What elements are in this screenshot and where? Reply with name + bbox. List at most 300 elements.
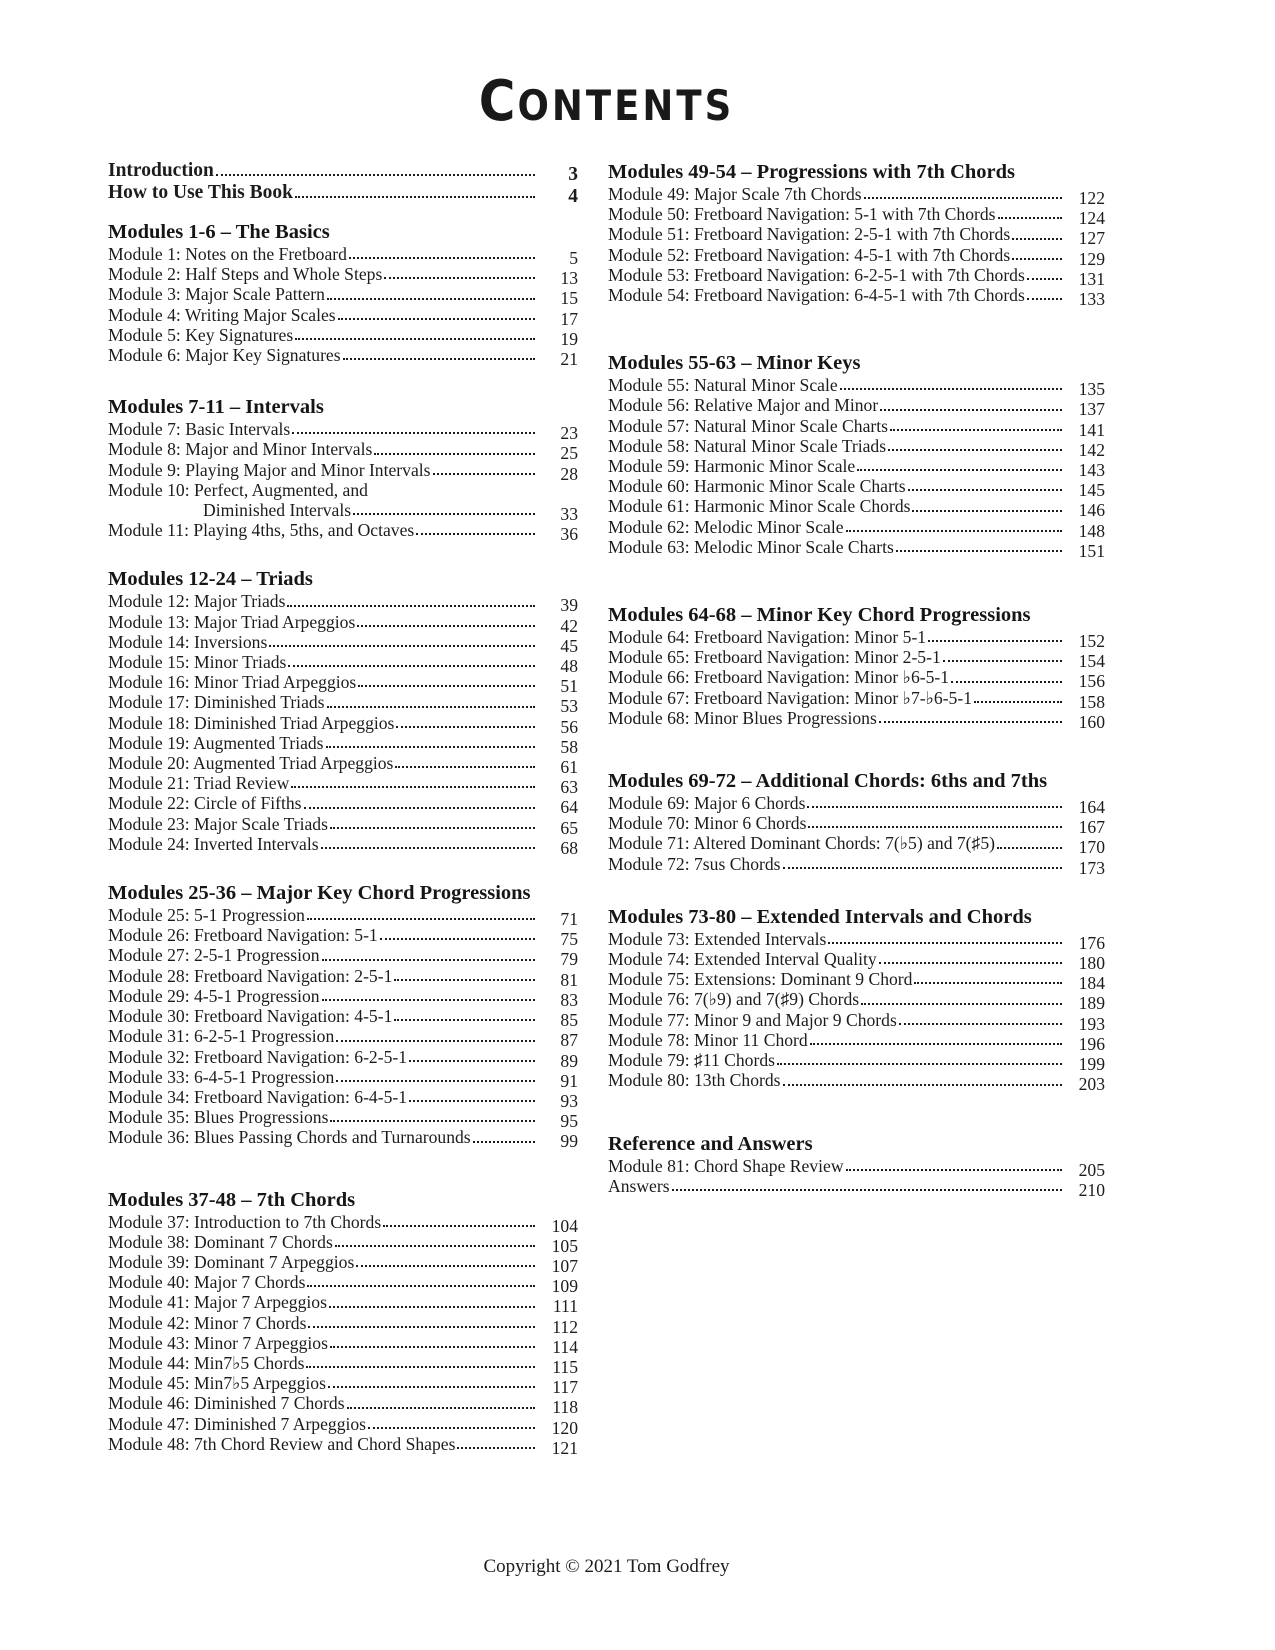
toc-entry [108,905,578,930]
entry-label: Module 9: Playing Major and Minor Intervals [108,459,431,480]
dot-leader [306,1366,535,1368]
toc-entry [108,1231,578,1256]
dot-leader [338,318,535,320]
dot-leader [349,257,535,259]
toc-entry [608,833,1105,858]
page-number: 145 [1078,480,1105,501]
page-number: 28 [560,463,578,484]
page-number: 160 [1078,711,1105,732]
toc-entry [108,284,578,309]
dot-leader [347,1407,535,1409]
page-number: 95 [560,1111,578,1132]
toc-entry [108,264,578,289]
dot-leader [353,513,535,515]
section-heading: Modules 49-54 – Progressions with 7th Chords [608,161,1015,183]
section-heading: Reference and Answers [608,1132,813,1155]
entry-label: Module 44: Min7♭5 Chords [108,1352,305,1373]
entry-label: Module 8: Major and Minor Intervals [108,439,373,460]
dot-leader [473,1141,535,1143]
toc-entry [608,244,1105,269]
page-number: 79 [560,949,578,970]
toc-entry [608,415,1105,440]
toc-entry [608,456,1105,481]
dot-leader [864,197,1062,199]
entry-label: Module 72: 7sus Chords [608,853,781,874]
dot-leader [846,530,1062,532]
entry-label: Module 75: Extensions: Dominant 9 Chord [608,969,913,990]
page-number: 152 [1078,631,1105,652]
page-number: 85 [560,1010,578,1031]
dot-leader [409,1060,535,1062]
page-number: 151 [1078,540,1105,561]
page-number: 42 [560,615,578,636]
page-number: 64 [560,797,578,818]
dot-leader [343,358,535,360]
dot-leader [335,1245,535,1247]
dot-leader [1012,258,1062,260]
toc-section [108,1188,578,1458]
page-number: 180 [1078,953,1105,974]
page-number: 135 [1078,379,1105,400]
dot-leader [295,196,535,198]
entry-label: Module 29: 4-5-1 Progression [108,985,320,1006]
toc-entry [108,945,578,970]
toc-entry [108,652,578,677]
entry-label: Module 52: Fretboard Navigation: 4-5-1 with 7th Chords [608,244,1011,265]
dot-leader [888,449,1062,451]
toc-entry [108,1272,578,1297]
dot-leader [336,1080,535,1082]
page-number: 15 [560,288,578,309]
page-number: 158 [1078,691,1105,712]
toc-entry [108,160,578,185]
toc-entry [108,345,578,370]
entry-label: Module 19: Augmented Triads [108,732,324,753]
entry-label: How to Use This Book [108,182,293,203]
entry-label: Module 71: Altered Dominant Chords: 7(♭5) and 7(♯5) [608,833,995,854]
dot-leader [857,469,1062,471]
dot-leader [307,918,535,920]
dot-leader [409,1100,535,1102]
toc-entry [108,1211,578,1236]
toc-entry [108,182,578,207]
entry-label: Module 53: Fretboard Navigation: 6-2-5-1 with 7th Chords [608,264,1025,285]
dot-leader [1012,238,1062,240]
page-number: 109 [551,1276,578,1297]
entry-label: Module 22: Circle of Fifths [108,793,302,814]
entry-label: Module 59: Harmonic Minor Scale [608,456,856,477]
dot-leader [1027,298,1062,300]
page-number: 118 [552,1397,578,1418]
entry-label: Module 28: Fretboard Navigation: 2-5-1 [108,965,393,986]
toc-entry [108,611,578,636]
toc-entry [108,813,578,838]
toc-entry [108,925,578,950]
dot-leader [358,685,535,687]
entry-label: Module 78: Minor 11 Chord [608,1029,808,1050]
section-heading: Modules 12-24 – Triads [108,568,313,591]
page-number: 53 [560,696,578,717]
dot-leader [810,1043,1062,1045]
toc-section [108,220,578,370]
entry-label: Module 40: Major 7 Chords [108,1272,306,1293]
toc-entry [608,264,1105,289]
dot-leader [807,806,1062,808]
page-number: 58 [560,736,578,757]
entry-label: Module 3: Major Scale Pattern [108,284,325,305]
dot-leader [899,1023,1062,1025]
page-number: 19 [560,328,578,349]
entry-label: Module 30: Fretboard Navigation: 4-5-1 [108,1006,393,1027]
toc-entry [108,1006,578,1031]
entry-label: Module 49: Major Scale 7th Chords [608,184,862,204]
toc-entry [608,285,1105,310]
toc-entry [108,520,578,545]
section-heading: Modules 7-11 – Intervals [108,396,324,419]
toc-entry [608,1009,1105,1034]
toc-entry [108,1026,578,1051]
toc-entry [608,204,1105,229]
entry-label: Answers [608,1175,670,1196]
toc-section [608,905,1105,1095]
page-number: 3 [568,164,578,185]
dot-leader [394,979,535,981]
page-number: 199 [1078,1054,1105,1075]
page-number: 71 [560,909,578,930]
dot-leader [356,1265,535,1267]
page-number: 23 [560,423,578,444]
section-heading: Modules 1-6 – The Basics [108,221,330,243]
page-number: 111 [552,1296,578,1317]
page-number: 107 [551,1255,578,1276]
page-number: 112 [552,1316,578,1337]
dot-leader [951,681,1062,683]
toc-entry [608,435,1105,460]
toc-entry [108,631,578,656]
toc-entry [608,395,1105,420]
entry-label: Module 35: Blues Progressions [108,1107,329,1128]
page-number: 120 [551,1417,578,1438]
entry-label: Module 10: Perfect, Augmented, and [108,479,368,500]
toc-columns [108,160,1105,1458]
toc-entry [108,732,578,757]
entry-label: Module 34: Fretboard Navigation: 6-4-5-1 [108,1086,408,1107]
entry-label: Module 4: Writing Major Scales [108,304,336,325]
toc-entry [108,1127,578,1152]
page-number: 48 [560,656,578,677]
page-number: 87 [560,1030,578,1051]
entry-label: Module 33: 6-4-5-1 Progression [108,1066,335,1087]
toc-entry [608,184,1105,208]
entry-label: Module 14: Inversions [108,631,268,652]
toc-entry [108,1413,578,1438]
dot-leader [395,766,535,768]
entry-label: Module 20: Augmented Triad Arpeggios [108,753,394,774]
entry-label: Module 48: 7th Chord Review and Chord Shapes [108,1433,456,1454]
entry-label: Module 5: Key Signatures [108,324,294,345]
toc-entry [108,1066,578,1091]
toc-entry [608,536,1105,561]
page-number: 173 [1078,857,1105,878]
entry-label: Module 36: Blues Passing Chords and Turnarounds [108,1127,471,1148]
entry-label: Module 57: Natural Minor Scale Charts [608,415,888,436]
page-number: 104 [551,1215,578,1236]
entry-label: Module 60: Harmonic Minor Scale Charts [608,476,906,497]
page-number: 117 [552,1377,578,1398]
entry-label: Module 23: Major Scale Triads [108,813,328,834]
page-number: 5 [569,248,578,268]
page-number: 51 [560,676,578,697]
entry-label: Module 73: Extended Intervals [608,928,827,949]
entry-label: Module 70: Minor 6 Chords [608,813,807,834]
entry-label: Module 31: 6-2-5-1 Progression [108,1026,335,1047]
toc-entry [108,985,578,1010]
toc-entry [108,459,578,484]
entry-label: Module 56: Relative Major and Minor [608,395,879,416]
toc-entry [108,591,578,616]
section-heading: Modules 73-80 – Extended Intervals and Chords [608,905,1032,928]
toc-entry [108,1393,578,1418]
entry-label: Module 39: Dominant 7 Arpeggios [108,1251,355,1272]
entry-label: Module 41: Major 7 Arpeggios [108,1292,327,1313]
page-number: 63 [560,777,578,798]
toc-section [608,160,1105,310]
page-number: 4 [568,186,578,207]
page-number: 68 [560,837,578,858]
page-number: 115 [552,1356,578,1377]
entry-label: Module 12: Major Triads [108,591,286,612]
dot-leader [433,473,535,475]
toc-entry [108,1312,578,1337]
dot-leader [326,746,535,748]
dot-leader [908,489,1062,491]
dot-leader [291,786,535,788]
dot-leader [396,726,535,728]
toc-entry [108,1352,578,1377]
section-heading: Modules 37-48 – 7th Chords [108,1188,356,1211]
page-number: 143 [1078,460,1105,481]
dot-leader [783,867,1062,869]
page-number: 196 [1078,1033,1105,1054]
toc-entry [608,1070,1105,1095]
page-number: 121 [551,1437,578,1458]
page-number: 170 [1078,837,1105,858]
entry-label: Module 80: 13th Chords [608,1070,781,1091]
toc-entry [608,1029,1105,1054]
entry-label: Module 32: Fretboard Navigation: 6-2-5-1 [108,1046,408,1067]
page-number: 93 [560,1090,578,1111]
toc-entry [108,753,578,778]
entry-label: Module 42: Minor 7 Chords [108,1312,307,1333]
toc-entry [108,304,578,329]
entry-label: Module 6: Major Key Signatures [108,345,341,366]
toc-section [108,881,578,1152]
toc-entry [108,439,578,464]
page-number: 210 [1078,1179,1105,1200]
entry-label: Module 16: Minor Triad Arpeggios [108,672,357,693]
dot-leader [327,298,535,300]
page-number: 65 [560,817,578,838]
toc-entry [608,949,1105,974]
dot-leader [783,1084,1062,1086]
page-number: 45 [560,635,578,656]
toc-entry [608,687,1105,712]
page-number: 81 [560,969,578,990]
toc-entry [608,989,1105,1014]
dot-leader [216,174,535,176]
entry-label: Module 65: Fretboard Navigation: Minor 2-5-1 [608,647,941,668]
toc-section [608,1132,1105,1200]
entry-label: Module 79: ♯11 Chords [608,1050,775,1071]
page-number: 114 [552,1336,578,1357]
entry-label: Module 1: Notes on the Fretboard [108,244,347,264]
contents-title-text: CONTENTS [478,68,735,134]
dot-leader [383,1225,535,1227]
entry-label: Module 38: Dominant 7 Chords [108,1231,333,1252]
toc-entry [108,500,578,525]
entry-label: Module 17: Diminished Triads [108,692,325,713]
toc-section [608,603,1105,732]
entry-label: Module 67: Fretboard Navigation: Minor ♭7-♭6-5-1 [608,687,973,708]
dot-leader [374,453,535,455]
toc-column-left [108,160,578,1458]
dot-leader [890,429,1062,431]
section-heading: Modules 25-36 – Major Key Chord Progressions [108,882,531,905]
dot-leader [330,1346,535,1348]
dot-leader [928,640,1062,642]
dot-leader [307,1285,535,1287]
dot-leader [292,432,535,434]
title-initial-cap: C [478,68,518,134]
dot-leader [943,660,1062,662]
page-number: 176 [1078,932,1105,953]
page-number: 193 [1078,1013,1105,1034]
entry-label: Diminished Intervals [203,500,352,521]
toc-entry [108,244,578,268]
toc-entry [108,773,578,798]
dot-leader [828,942,1062,944]
page-number: 129 [1078,248,1105,269]
page-number: 189 [1078,993,1105,1014]
dot-leader [777,1063,1062,1065]
dot-leader [357,625,535,627]
page-number: 205 [1078,1159,1105,1180]
page-number: 75 [560,929,578,950]
toc-entry [608,667,1105,692]
page-number: 33 [560,504,578,525]
dot-leader [304,807,535,809]
entry-label: Module 68: Minor Blues Progressions [608,707,877,728]
dot-leader [384,277,535,279]
toc-section [608,351,1105,561]
entry-label: Module 13: Major Triad Arpeggios [108,611,356,632]
page-number: 184 [1078,973,1105,994]
page-number: 105 [551,1235,578,1256]
page-title [108,68,1105,134]
entry-label: Module 2: Half Steps and Whole Steps [108,264,383,285]
dot-leader [808,826,1062,828]
section-heading: Modules 69-72 – Additional Chords: 6ths and 7ths [608,770,1048,793]
dot-leader [880,409,1062,411]
entry-label: Module 74: Extended Interval Quality [608,949,877,970]
toc-entry [108,1107,578,1132]
dot-leader [269,645,535,647]
dot-leader [394,1019,535,1021]
entry-label: Module 45: Min7♭5 Arpeggios [108,1373,326,1394]
dot-leader [330,1120,535,1122]
toc-entry [108,1373,578,1398]
entry-label: Introduction [108,160,214,181]
page-number: 13 [560,268,578,289]
dot-leader [1027,278,1062,280]
entry-label: Module 58: Natural Minor Scale Triads [608,435,887,456]
dot-leader [295,338,535,340]
entry-label: Module 76: 7(♭9) and 7(♯9) Chords [608,989,860,1010]
entry-label: Module 18: Diminished Triad Arpeggios [108,712,395,733]
dot-leader [457,1447,535,1449]
entry-label: Module 55: Natural Minor Scale [608,375,838,396]
toc-entry [608,224,1105,249]
entry-label: Module 21: Triad Review [108,773,290,794]
page-number: 131 [1078,268,1105,289]
toc-entry [608,647,1105,672]
section-heading: Modules 55-63 – Minor Keys [608,352,861,375]
entry-label: Module 15: Minor Triads [108,652,287,673]
page-number: 164 [1078,797,1105,818]
page-number: 83 [560,989,578,1010]
entry-label: Module 61: Harmonic Minor Scale Chords [608,496,911,517]
dot-leader [879,721,1062,723]
toc-entry [108,965,578,990]
entry-label: Module 51: Fretboard Navigation: 2-5-1 with 7th Chords [608,224,1011,245]
toc-entry [108,1292,578,1317]
entry-label: Module 25: 5-1 Progression [108,905,305,926]
toc-entry [608,1175,1105,1200]
toc-entry [608,1050,1105,1075]
page-number: 61 [560,757,578,778]
toc-section [108,160,578,207]
toc-entry [608,853,1105,878]
page-number: 133 [1078,289,1105,310]
dot-leader [308,1326,535,1328]
toc-entry [608,627,1105,652]
toc-entry [608,375,1105,400]
dot-leader [974,701,1062,703]
entry-label: Module 46: Diminished 7 Chords [108,1393,345,1414]
page-number: 99 [560,1131,578,1152]
dot-leader [336,1040,535,1042]
page-number: 39 [560,595,578,616]
dot-leader [416,533,535,535]
toc-entry [608,1155,1105,1180]
toc-entry [608,969,1105,994]
page-number: 21 [560,349,578,370]
toc-entry [108,1332,578,1357]
dot-leader [321,847,535,849]
dot-leader [997,847,1062,849]
page-number: 203 [1078,1074,1105,1095]
page-number: 167 [1078,817,1105,838]
page-number: 137 [1078,399,1105,420]
toc-entry [108,833,578,858]
entry-label: Module 27: 2-5-1 Progression [108,945,320,966]
toc-entry [608,476,1105,501]
toc-section [108,395,578,545]
copyright-footer: Copyright © 2021 Tom Godfrey [483,1556,730,1577]
toc-column-right [608,160,1105,1200]
entry-label: Module 62: Melodic Minor Scale [608,516,844,537]
dot-leader [322,999,535,1001]
